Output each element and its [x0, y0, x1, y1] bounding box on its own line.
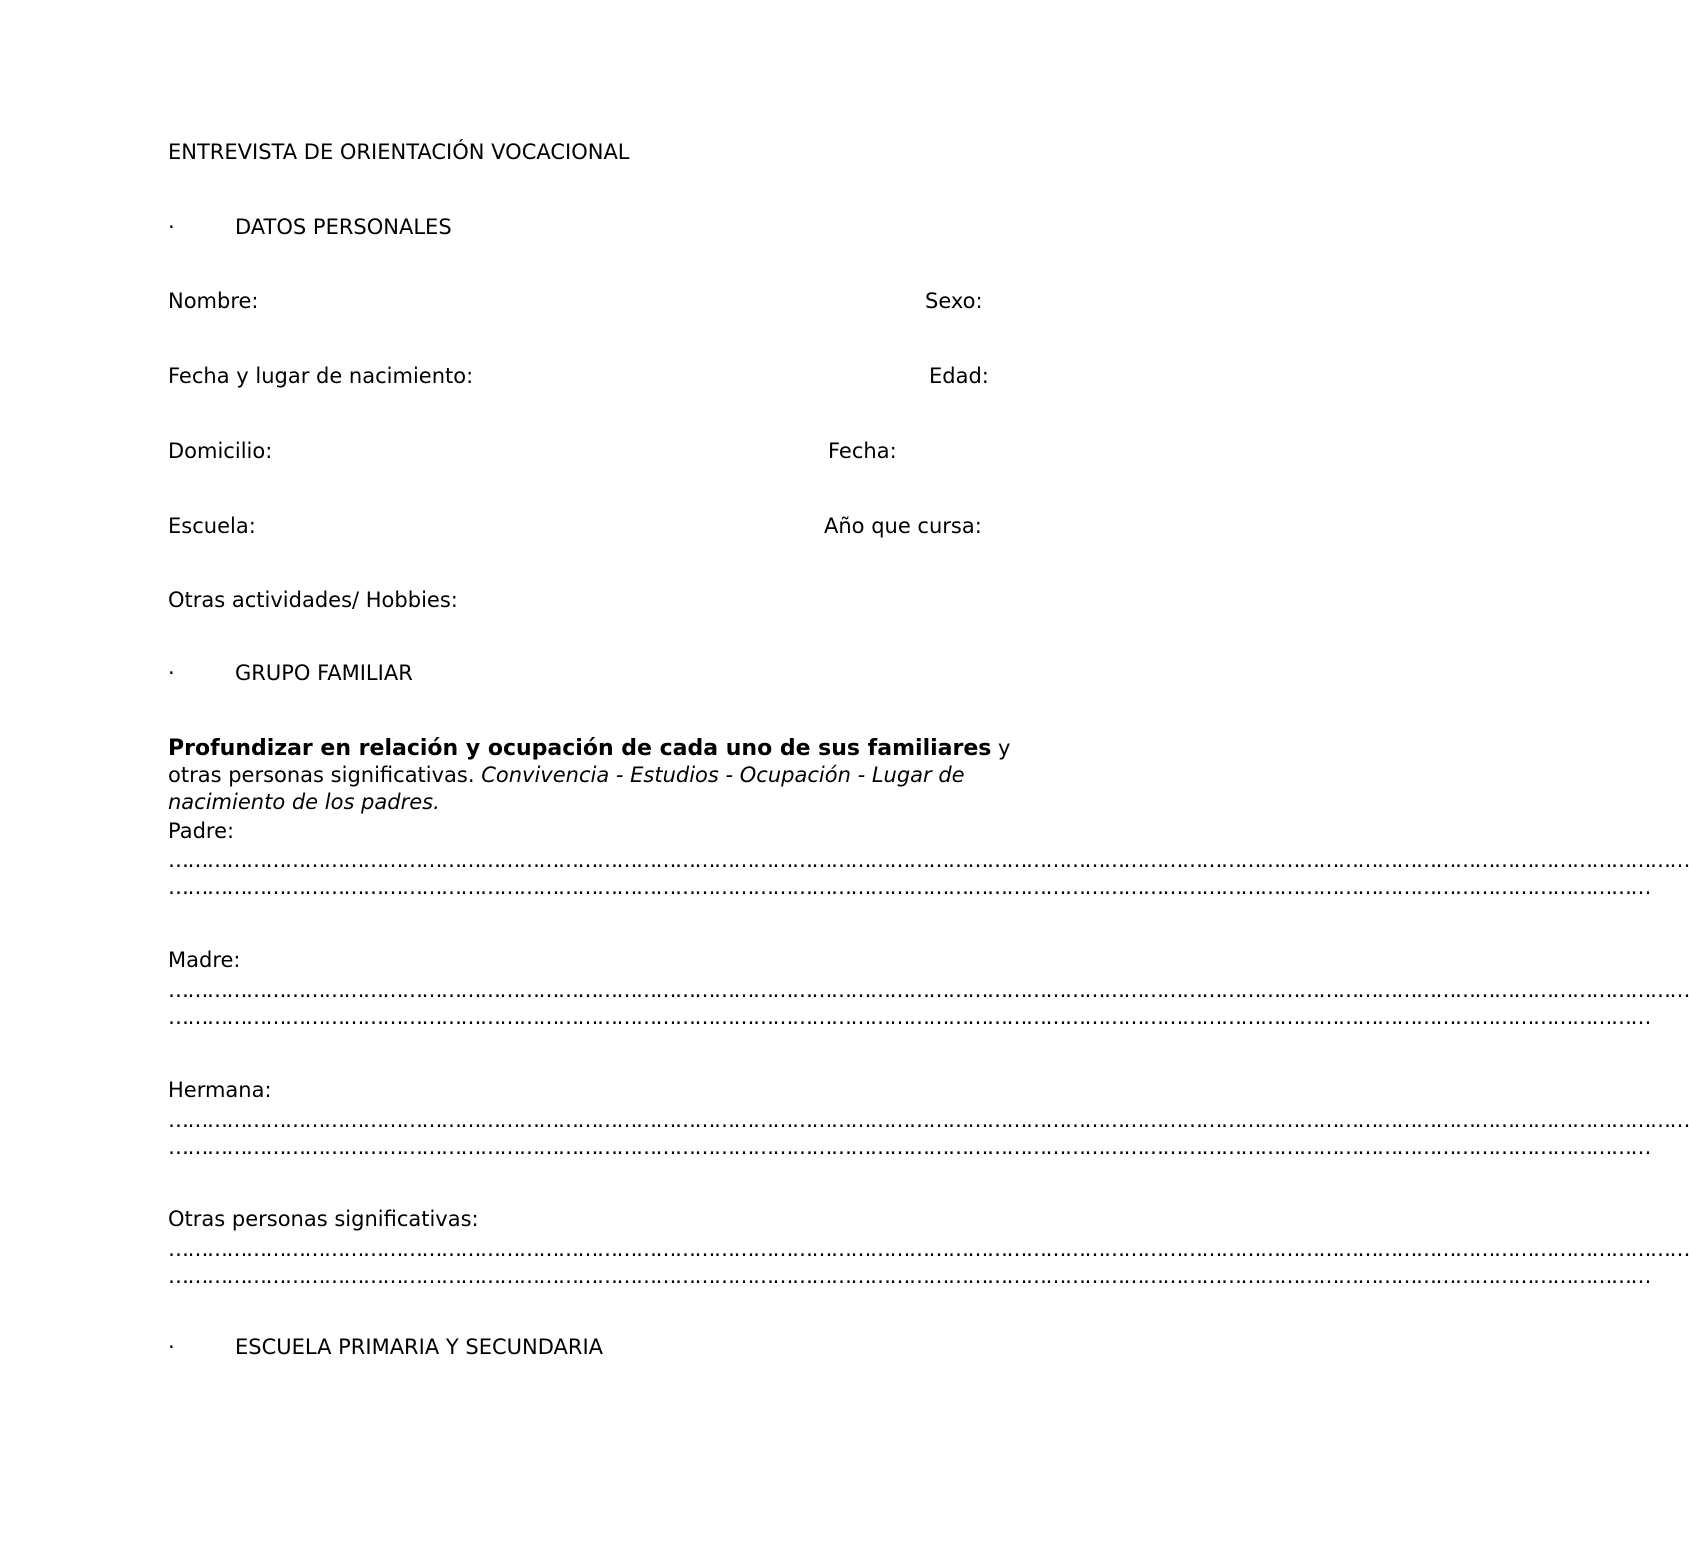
label-otras-personas: Otras personas significativas: — [168, 1207, 479, 1231]
section-escuela-primaria-secundaria — [168, 1334, 603, 1361]
field-fecha-lugar-nacimiento: Fecha y lugar de nacimiento: — [168, 364, 474, 388]
field-edad: Edad: — [929, 364, 989, 388]
field-otras-actividades: Otras actividades/ Hobbies: — [168, 588, 458, 612]
bullet-icon: · — [168, 1335, 175, 1359]
section-heading: GRUPO FAMILIAR — [235, 661, 413, 685]
dotted-line: ……………………………………………………………………………………………………………………………………………………………………………………………………………… — [168, 848, 1689, 872]
field-nombre: Nombre: — [168, 289, 259, 313]
dotted-line: ………………………………………………………………………………………………………………………………………………………………………………………………………… — [168, 1264, 1650, 1288]
field-domicilio: Domicilio: — [168, 439, 273, 463]
label-padre: Padre: — [168, 819, 235, 843]
section-datos-personales — [168, 214, 452, 241]
document-title: ENTREVISTA DE ORIENTACIÓN VOCACIONAL — [168, 140, 630, 164]
dotted-line: ……………………………………………………………………………………………………………………………………………………………………………………………………………… — [168, 978, 1689, 1002]
field-escuela: Escuela: — [168, 514, 256, 538]
field-fecha: Fecha: — [828, 439, 897, 463]
dotted-line: ………………………………………………………………………………………………………………………………………………………………………………………………………… — [168, 1005, 1650, 1029]
family-instructions-italic: Convivencia - Estudios - Ocupación - Lugar de nacimiento de los padres. — [168, 763, 965, 814]
family-instructions-bold: Profundizar en relación y ocupación de cada uno de sus familiares — [168, 736, 992, 761]
family-instructions-text: y otras personas significativas. — [168, 736, 1011, 787]
label-madre: Madre: — [168, 948, 241, 972]
family-instructions — [168, 735, 1028, 816]
bullet-icon: · — [168, 215, 175, 239]
field-sexo: Sexo: — [925, 289, 983, 313]
dotted-line: ………………………………………………………………………………………………………………………………………………………………………………………………………… — [168, 875, 1650, 899]
section-heading: DATOS PERSONALES — [235, 215, 452, 239]
dotted-line: ………………………………………………………………………………………………………………………………………………………………………………………………………… — [168, 1135, 1650, 1159]
label-hermana: Hermana: — [168, 1078, 272, 1102]
section-grupo-familiar — [168, 660, 413, 687]
bullet-icon: · — [168, 661, 175, 685]
field-anio-que-cursa: Año que cursa: — [824, 514, 982, 538]
dotted-line: ……………………………………………………………………………………………………………………………………………………………………………………………………………… — [168, 1108, 1689, 1132]
dotted-line: ……………………………………………………………………………………………………………………………………………………………………………………………………………… — [168, 1237, 1689, 1261]
section-heading: ESCUELA PRIMARIA Y SECUNDARIA — [235, 1335, 604, 1359]
